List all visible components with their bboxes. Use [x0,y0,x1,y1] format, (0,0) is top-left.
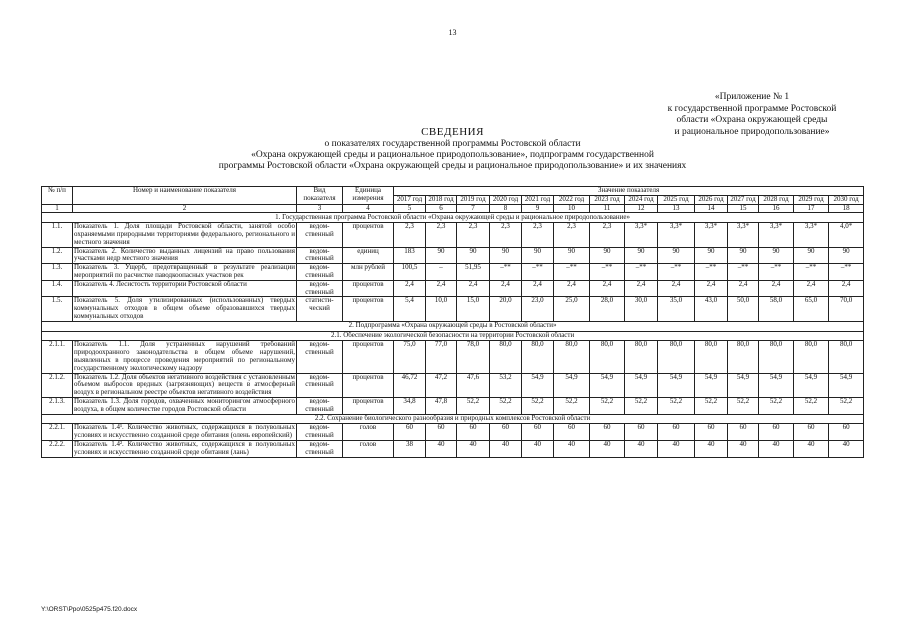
indicator-name: Показатель 1. Доля площади Ростовской области, занятой особо охраняемыми природными территориями федерального, регионального и местного значения [74,222,295,246]
value-cell: 80,0 [829,341,864,373]
year-header: 2019 год [457,195,490,204]
indicator-type: ведом-ственный [297,264,343,281]
indicator-type: ведом-ственный [297,424,343,441]
value-cell: 15,0 [457,297,490,321]
column-numbers-row [42,204,864,213]
indicator-type: ведом-ственный [297,373,343,397]
value-cell: 40 [759,440,794,457]
value-cell: 80,0 [794,341,829,373]
indicator-type: ведом-ственный [297,247,343,264]
value-cell: 3,3* [728,223,759,247]
indicator-unit: процентов [343,373,394,397]
value-cell: 2,4 [426,280,457,297]
column-number: 17 [794,204,829,213]
indicator-name: Показатель 2. Количество выданных лицензий на право пользования участками недр местного значения [74,247,295,263]
value-cell: 28,0 [590,297,625,321]
column-number: 15 [728,204,759,213]
value-cell: 52,2 [794,397,829,414]
value-cell: –** [658,264,695,281]
section-title: 2.2. Сохранение биологического разнообразия и природных комплексов Ростовской области [42,414,864,424]
value-cell: 52,2 [590,397,625,414]
value-cell: 2,4 [759,280,794,297]
value-cell: 60 [426,424,457,441]
value-cell: 10,0 [426,297,457,321]
value-cell: 60 [457,424,490,441]
page-number: 13 [448,28,457,37]
value-cell: 2,4 [794,280,829,297]
value-cell: 2,3 [394,223,426,247]
value-cell: 34,8 [394,397,426,414]
value-cell: 43,0 [695,297,728,321]
row-number: 1.2. [42,247,73,264]
value-cell: 80,0 [625,341,658,373]
section-title: 2.1. Обеспечение экологической безопасности на территории Ростовской области [42,331,864,341]
indicator-type: ведом-ственный [297,280,343,297]
value-cell: – [426,264,457,281]
indicator-unit: процентов [343,223,394,247]
value-cell: 65,0 [794,297,829,321]
year-header: 2018 год [426,195,457,204]
value-cell: 3,3* [695,223,728,247]
value-cell: 80,0 [695,341,728,373]
subsection-row [42,414,864,424]
value-cell: 54,9 [590,373,625,397]
column-number: 14 [695,204,728,213]
indicator-unit: голов [343,424,394,441]
value-cell: 54,9 [794,373,829,397]
year-header: 2025 год [658,195,695,204]
value-cell: 2,4 [728,280,759,297]
row-number: 1.4. [42,280,73,297]
indicator-unit: процентов [343,397,394,414]
indicator-unit: единиц [343,247,394,264]
indicator-unit: голов [343,440,394,457]
indicator-type: ведом-ственный [297,397,343,414]
value-cell: 52,2 [522,397,554,414]
value-cell: 2,3 [522,223,554,247]
year-header: 2021 год [522,195,554,204]
value-cell: 2,4 [829,280,864,297]
year-header: 2028 год [759,195,794,204]
value-cell: 60 [829,424,864,441]
section-row [42,321,864,331]
value-cell: 2,4 [590,280,625,297]
value-cell: 2,4 [554,280,590,297]
column-number: 5 [394,204,426,213]
value-cell: 2,4 [522,280,554,297]
value-cell: 80,0 [490,341,522,373]
indicator-name: Показатель 1.3. Доля городов, охваченных мониторингом атмосферного воздуха, в общем количестве городов Ростовской области [74,397,295,413]
value-cell: 80,0 [658,341,695,373]
value-cell: 40 [457,440,490,457]
value-cell: 60 [554,424,590,441]
value-cell: –** [695,264,728,281]
row-number: 1.5. [42,297,73,321]
value-cell: 60 [794,424,829,441]
value-cell: 60 [490,424,522,441]
table-row [42,247,864,264]
value-cell: 90 [426,247,457,264]
value-cell: 38 [394,440,426,457]
value-cell: 60 [394,424,426,441]
indicator-name: Показатель 5. Доля утилизированных (использованных) твердых коммунальных отходов в общем объеме образовавшихся твердых коммунальных отходов [74,296,295,320]
value-cell: 2,4 [457,280,490,297]
value-cell: 52,2 [695,397,728,414]
value-cell: 2,3 [590,223,625,247]
value-cell: 90 [490,247,522,264]
value-cell: 51,95 [457,264,490,281]
value-cell: 40 [522,440,554,457]
value-cell: 80,0 [728,341,759,373]
row-number: 2.1.3. [42,397,73,414]
value-cell: –** [759,264,794,281]
year-header: 2026 год [695,195,728,204]
table-row [42,297,864,321]
value-cell: 52,2 [728,397,759,414]
value-cell: 90 [658,247,695,264]
appendix-line: области «Охрана окружающей среды [676,115,828,125]
value-cell: 75,0 [394,341,426,373]
table-header-row [42,187,864,196]
value-cell: 52,2 [759,397,794,414]
value-cell: 90 [590,247,625,264]
value-cell: 60 [728,424,759,441]
value-cell: 54,9 [728,373,759,397]
column-number: 4 [343,204,394,213]
header-name: Номер и наименование показателя [73,187,297,205]
value-cell: 40 [625,440,658,457]
value-cell: 40 [728,440,759,457]
value-cell: 50,0 [728,297,759,321]
value-cell: 54,9 [554,373,590,397]
column-number: 9 [522,204,554,213]
value-cell: 40 [554,440,590,457]
value-cell: 40 [695,440,728,457]
value-cell: –** [728,264,759,281]
value-cell: 53,2 [490,373,522,397]
value-cell: –** [554,264,590,281]
indicator-unit: процентов [343,341,394,373]
heading-line: «Охрана окружающей среды и рациональное природопользование», подпрограмм государственной [251,150,654,160]
value-cell: 2,4 [625,280,658,297]
value-cell: 60 [590,424,625,441]
indicator-type: статисти-ческий [297,297,343,321]
section-row [42,213,864,223]
value-cell: 90 [794,247,829,264]
header-num: № п/п [42,187,73,205]
value-cell: 58,0 [759,297,794,321]
indicator-unit: млн рублей [343,264,394,281]
column-number: 11 [590,204,625,213]
value-cell: 2,3 [457,223,490,247]
appendix-line: к государственной программе Ростовской [667,103,837,114]
table-row [42,264,864,281]
row-number: 1.3. [42,264,73,281]
heading-title: СВЕДЕНИЯ [421,126,484,138]
column-number: 2 [73,204,297,213]
table-row [42,440,864,457]
year-header: 2023 год [590,195,625,204]
value-cell: 70,0 [829,297,864,321]
value-cell: 80,0 [590,341,625,373]
value-cell: 90 [829,247,864,264]
header-type: Вид показателя [297,187,343,205]
indicator-unit: процентов [343,297,394,321]
value-cell: 25,0 [554,297,590,321]
column-number: 3 [297,204,343,213]
table-row [42,397,864,414]
column-number: 6 [426,204,457,213]
value-cell: 52,2 [658,397,695,414]
column-number: 18 [829,204,864,213]
year-header: 2020 год [490,195,522,204]
value-cell: 2,4 [490,280,522,297]
row-number: 2.2.1. [42,424,73,441]
value-cell: –** [522,264,554,281]
indicator-name: Показатель 1.4¹. Количество животных, содержащихся в полувольных условиях и искусственно созданной среде обитания (олень европейский) [74,423,295,440]
value-cell: 47,2 [426,373,457,397]
heading-line: программы Ростовской области «Охрана окружающей среды и рациональное природопользование» и их значениях [218,161,687,171]
value-cell: 77,0 [426,341,457,373]
value-cell: 80,0 [522,341,554,373]
row-number: 2.1.2. [42,373,73,397]
value-cell: 78,0 [457,341,490,373]
value-cell: 40 [490,440,522,457]
indicators-table [41,186,864,458]
value-cell: 100,5 [394,264,426,281]
file-path-footer: Y:\ORST\Ppo\0525p475.f20.docx [41,606,138,613]
value-cell: 2,3 [490,223,522,247]
value-cell: 60 [759,424,794,441]
value-cell: 60 [695,424,728,441]
value-cell: 52,2 [554,397,590,414]
table-row [42,373,864,397]
value-cell: 40 [658,440,695,457]
column-number: 12 [625,204,658,213]
table-body [42,213,864,457]
value-cell: 2,3 [554,223,590,247]
table-row [42,280,864,297]
value-cell: 60 [522,424,554,441]
value-cell: 52,2 [457,397,490,414]
subsection-row [42,331,864,341]
table-row [42,223,864,247]
value-cell: 47,6 [457,373,490,397]
value-cell: 90 [457,247,490,264]
value-cell: 90 [522,247,554,264]
value-cell: 46,72 [394,373,426,397]
value-cell: 23,0 [522,297,554,321]
value-cell: 52,2 [625,397,658,414]
value-cell: –** [590,264,625,281]
value-cell: 4,0* [829,223,864,247]
value-cell: 52,2 [829,397,864,414]
section-title: 2. Подпрограмма «Охрана окружающей среды в Ростовской области» [42,321,864,331]
indicator-type: ведом-ственный [297,440,343,457]
value-cell: 183 [394,247,426,264]
value-cell: 40 [794,440,829,457]
value-cell: 90 [625,247,658,264]
indicator-type: ведом-ственный [297,223,343,247]
value-cell: 40 [426,440,457,457]
value-cell: 54,9 [829,373,864,397]
value-cell: 30,0 [625,297,658,321]
row-number: 2.2.2. [42,440,73,457]
value-cell: 52,2 [490,397,522,414]
value-cell: –** [490,264,522,281]
value-cell: 54,9 [695,373,728,397]
table-row [42,424,864,441]
heading-line: о показателях государственной программы Ростовской области [324,139,581,149]
value-cell: 47,8 [426,397,457,414]
column-number: 7 [457,204,490,213]
value-cell: 54,9 [522,373,554,397]
value-cell: –** [794,264,829,281]
column-number: 10 [554,204,590,213]
document-heading [0,126,905,172]
year-header: 2029 год [794,195,829,204]
value-cell: 3,3* [759,223,794,247]
value-cell: 80,0 [759,341,794,373]
value-cell: 90 [695,247,728,264]
column-number: 16 [759,204,794,213]
value-cell: 90 [759,247,794,264]
value-cell: 35,0 [658,297,695,321]
indicator-name: Показатель 3. Ущерб, предотвращенный в результате реализации мероприятий по расчистке паводкоопасных участков рек [74,263,295,279]
value-cell: 20,0 [490,297,522,321]
value-cell: 80,0 [554,341,590,373]
value-cell: 60 [658,424,695,441]
value-cell: 2,4 [695,280,728,297]
value-cell: 40 [590,440,625,457]
value-cell: 40 [829,440,864,457]
value-cell: 5,4 [394,297,426,321]
row-number: 2.1.1. [42,341,73,373]
value-cell: 3,3* [794,223,829,247]
value-cell: 54,9 [759,373,794,397]
column-number: 8 [490,204,522,213]
indicator-name: Показатель 1.2. Доля объектов негативного воздействия с установленным объемом выбросов вредных (загрязняющих) веществ в атмосферный воздух в региональном реестре объектов негативного воздействия [74,373,295,397]
header-unit: Единица измерения [343,187,394,205]
value-cell: 90 [728,247,759,264]
section-title: 1. Государственная программа Ростовской области «Охрана окружающей среды и рациональное природопользование» [42,213,864,223]
value-cell: 2,4 [658,280,695,297]
indicator-name: Показатель 1.1. Доля устраненных нарушений требований природоохранного законодательства в общем объеме нарушений, выявленных в процессе проведения мероприятий по региональному государственному экологическому надзору [74,340,295,372]
value-cell: –** [625,264,658,281]
value-cell: 2,4 [394,280,426,297]
indicator-unit: процентов [343,280,394,297]
indicator-type: ведом-ственный [297,341,343,373]
year-header: 2022 год [554,195,590,204]
year-header: 2017 год [394,195,426,204]
appendix-line: и рациональное природопользование» [674,126,830,137]
year-header: 2027 год [728,195,759,204]
header-values: Значение показателя [394,187,864,196]
value-cell: 3,3* [658,223,695,247]
indicator-name: Показатель 4. Лесистость территории Ростовской области [73,280,297,297]
value-cell: 60 [625,424,658,441]
table-row [42,341,864,373]
value-cell: 3,3* [625,223,658,247]
value-cell: 2,3 [426,223,457,247]
value-cell: 54,9 [625,373,658,397]
indicator-name: Показатель 1.4². Количество животных, содержащихся в полувольных условиях и искусственно созданной среде обитания (лань) [74,440,295,456]
row-number: 1.1. [42,223,73,247]
value-cell: –** [829,264,864,281]
year-header: 2030 год [829,195,864,204]
column-number: 1 [42,204,73,213]
year-header: 2024 год [625,195,658,204]
value-cell: 90 [554,247,590,264]
value-cell: 54,9 [658,373,695,397]
column-number: 13 [658,204,695,213]
appendix-line: «Приложение № 1 [714,92,790,102]
